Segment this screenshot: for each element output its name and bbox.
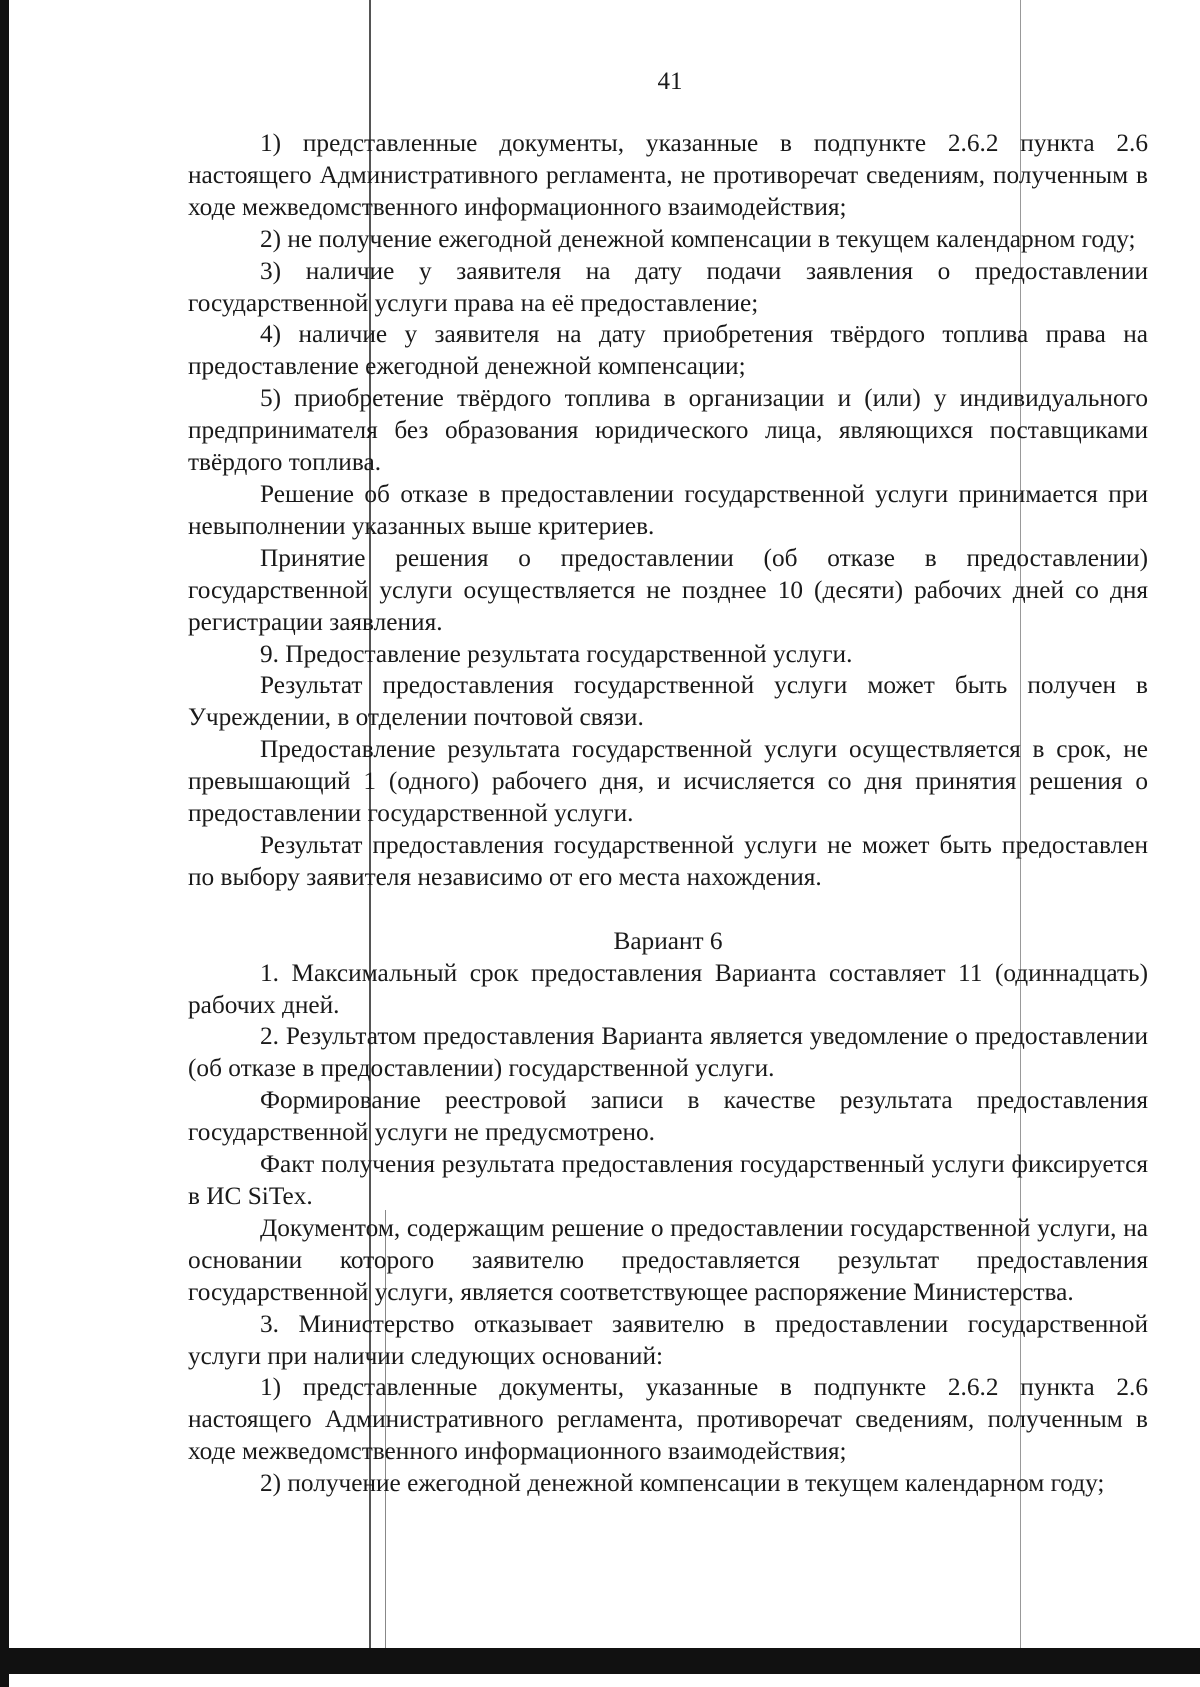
paragraph: 1) представленные документы, указанные в подпункте 2.6.2 пункта 2.6 настоящего Административного регламента, противоречат сведениям, полученным в ходе межведомственного информационного взаимодействия; [188,1373,1148,1466]
paragraph: Формирование реестровой записи в качестве результата предоставления государственной услуги не предусмотрено. [188,1086,1148,1147]
paragraph: 4) наличие у заявителя на дату приобретения твёрдого топлива права на предоставление ежегодной денежной компенсации; [188,320,1148,381]
paragraph: Результат предоставления государственной услуги может быть получен в Учреждении, в отделении почтовой связи. [188,671,1148,732]
paragraph: 1. Максимальный срок предоставления Варианта составляет 11 (одиннадцать) рабочих дней. [188,958,1148,1019]
paragraph: 2) получение ежегодной денежной компенсации в текущем календарном году; [260,1469,1105,1498]
page-number: 41 [657,68,683,95]
section-heading: Вариант 6 [613,926,723,955]
paragraph: Предоставление результата государственной услуги осуществляется в срок, не превышающий 1 (одного) рабочего дня, и исчисляется со дня принятия решения о предоставлении государственной услуги. [188,735,1148,828]
paragraph: 3. Министерство отказывает заявителю в предоставлении государственной услуги при наличии следующих оснований: [188,1309,1148,1370]
paragraph: Результат предоставления государственной услуги не может быть предоставлен по выбору заявителя независимо от его места нахождения. [188,830,1148,891]
paragraph: Принятие решения о предоставлении (об отказе в предоставлении) государственной услуги осуществляется не позднее 10 (десяти) рабочих дней со дня регистрации заявления. [188,543,1148,636]
paragraph: 3) наличие у заявителя на дату подачи заявления о предоставлении государственной услуги права на её предоставление; [188,256,1148,317]
paragraph: 1) представленные документы, указанные в подпункте 2.6.2 пункта 2.6 настоящего Административного регламента, не противоречат сведениям, полученным в ходе межведомственного информационного взаимодействия; [188,129,1148,221]
paragraph: Документом, содержащим решение о предоставлении государственной услуги, на основании которого заявителю предоставляется результат предоставления государственной услуги, является соответствующее распоряжение Министерства. [188,1213,1148,1306]
paragraph: 9. Предоставление результата государственной услуги. [260,639,853,668]
document-body [188,128,1148,1500]
scan-edge-left [0,0,9,1687]
paragraph: 5) приобретение твёрдого топлива в организации и (или) у индивидуального предпринимателя без образования юридического лица, являющихся поставщиками твёрдого топлива. [188,384,1148,477]
scan-edge-bottom [0,1648,1200,1674]
paragraph: Решение об отказе в предоставлении государственной услуги принимается при невыполнении указанных выше критериев. [188,479,1148,540]
paragraph: Факт получения результата предоставления государственный услуги фиксируется в ИС SiTex. [188,1150,1148,1210]
paragraph: 2. Результатом предоставления Варианта является уведомление о предоставлении (об отказе в предоставлении) государственной услуги. [188,1022,1148,1083]
paragraph: 2) не получение ежегодной денежной компенсации в текущем календарном году; [260,224,1136,253]
